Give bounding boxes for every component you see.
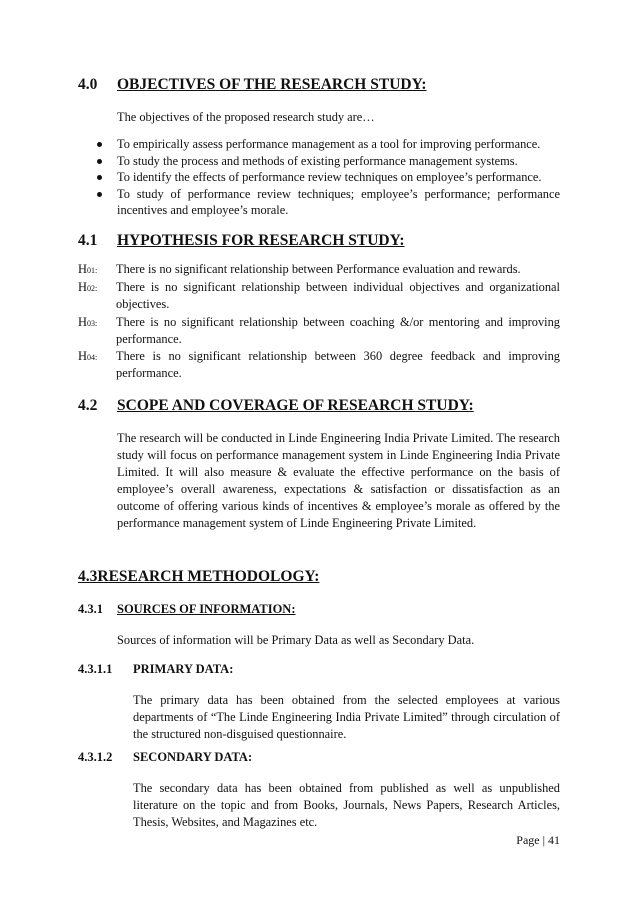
hypothesis-label: H01: bbox=[78, 262, 98, 276]
objectives-list bbox=[97, 136, 560, 219]
section-title-scope: SCOPE AND COVERAGE OF RESEARCH STUDY: bbox=[117, 397, 474, 414]
section-title-objectives: OBJECTIVES OF THE RESEARCH STUDY: bbox=[117, 76, 427, 93]
section-title-secondary-data: SECONDARY DATA: bbox=[133, 750, 253, 764]
hypothesis-label: H03: bbox=[78, 315, 98, 329]
section-number-4-3-1: 4.3.1 bbox=[78, 602, 103, 616]
scope-paragraph: The research will be conducted in Linde Engineering India Private Limited. The research study will focus on performance management system in Linde Engineering India Private Limited. It will also measure & evaluate the effective performance on the basis of employee’s overall awareness, expectations & satisfaction or dissatisfaction as an outcome of offering various kinds of incentives & employee’s morale as offered by the performance management system of Linde Engineering Private Limited. bbox=[117, 431, 560, 530]
list-item: To empirically assess performance management as a tool for improving performance. bbox=[97, 136, 560, 153]
bullet-icon bbox=[97, 142, 102, 147]
section-number-4-0: 4.0 bbox=[78, 76, 98, 93]
hypothesis-item bbox=[78, 261, 560, 278]
hypothesis-item bbox=[78, 314, 560, 348]
hypothesis-text: There is no significant relationship between individual objectives and organizational objectives. bbox=[116, 280, 560, 311]
list-item: To study of performance review techniques; employee’s performance; performance incentives and employee’s morale. bbox=[97, 186, 560, 219]
sources-paragraph: Sources of information will be Primary Data as well as Secondary Data. bbox=[117, 633, 475, 647]
section-number-4-3-1-1: 4.3.1.1 bbox=[78, 662, 113, 676]
hypothesis-label: H04: bbox=[78, 349, 98, 363]
page-number: Page | 41 bbox=[516, 833, 560, 847]
section-title-methodology: 4.3RESEARCH METHODOLOGY: bbox=[78, 568, 320, 585]
section-title-primary-data: PRIMARY DATA: bbox=[133, 662, 234, 676]
section-number-4-1: 4.1 bbox=[78, 232, 98, 249]
objectives-intro: The objectives of the proposed research study are… bbox=[117, 110, 375, 124]
list-item: To identify the effects of performance review techniques on employee’s performance. bbox=[97, 169, 560, 186]
hypothesis-text: There is no significant relationship between Performance evaluation and rewards. bbox=[116, 262, 521, 276]
section-number-4-2: 4.2 bbox=[78, 397, 98, 414]
list-item: To study the process and methods of existing performance management systems. bbox=[97, 153, 560, 170]
hypothesis-text: There is no significant relationship between 360 degree feedback and improving performance. bbox=[116, 349, 560, 380]
section-number-4-3-1-2: 4.3.1.2 bbox=[78, 750, 113, 764]
primary-data-paragraph: The primary data has been obtained from the selected employees at various departments of “The Linde Engineering India Private Limited” through circulation of the structured non-disguised questionnaire. bbox=[133, 693, 560, 741]
bullet-icon bbox=[97, 159, 102, 164]
secondary-data-paragraph: The secondary data has been obtained from published as well as unpublished literature on the topic and from Books, Journals, News Papers, Research Articles, Thesis, Websites, and Magazines etc. bbox=[133, 781, 560, 829]
section-title-hypothesis: HYPOTHESIS FOR RESEARCH STUDY: bbox=[117, 232, 405, 249]
bullet-icon bbox=[97, 192, 102, 197]
bullet-icon bbox=[97, 175, 102, 180]
hypothesis-item bbox=[78, 279, 560, 313]
hypothesis-label: H02: bbox=[78, 280, 98, 294]
hypothesis-text: There is no significant relationship between coaching &/or mentoring and improving performance. bbox=[116, 315, 560, 346]
section-title-sources: SOURCES OF INFORMATION: bbox=[117, 602, 296, 616]
hypothesis-item bbox=[78, 348, 560, 382]
